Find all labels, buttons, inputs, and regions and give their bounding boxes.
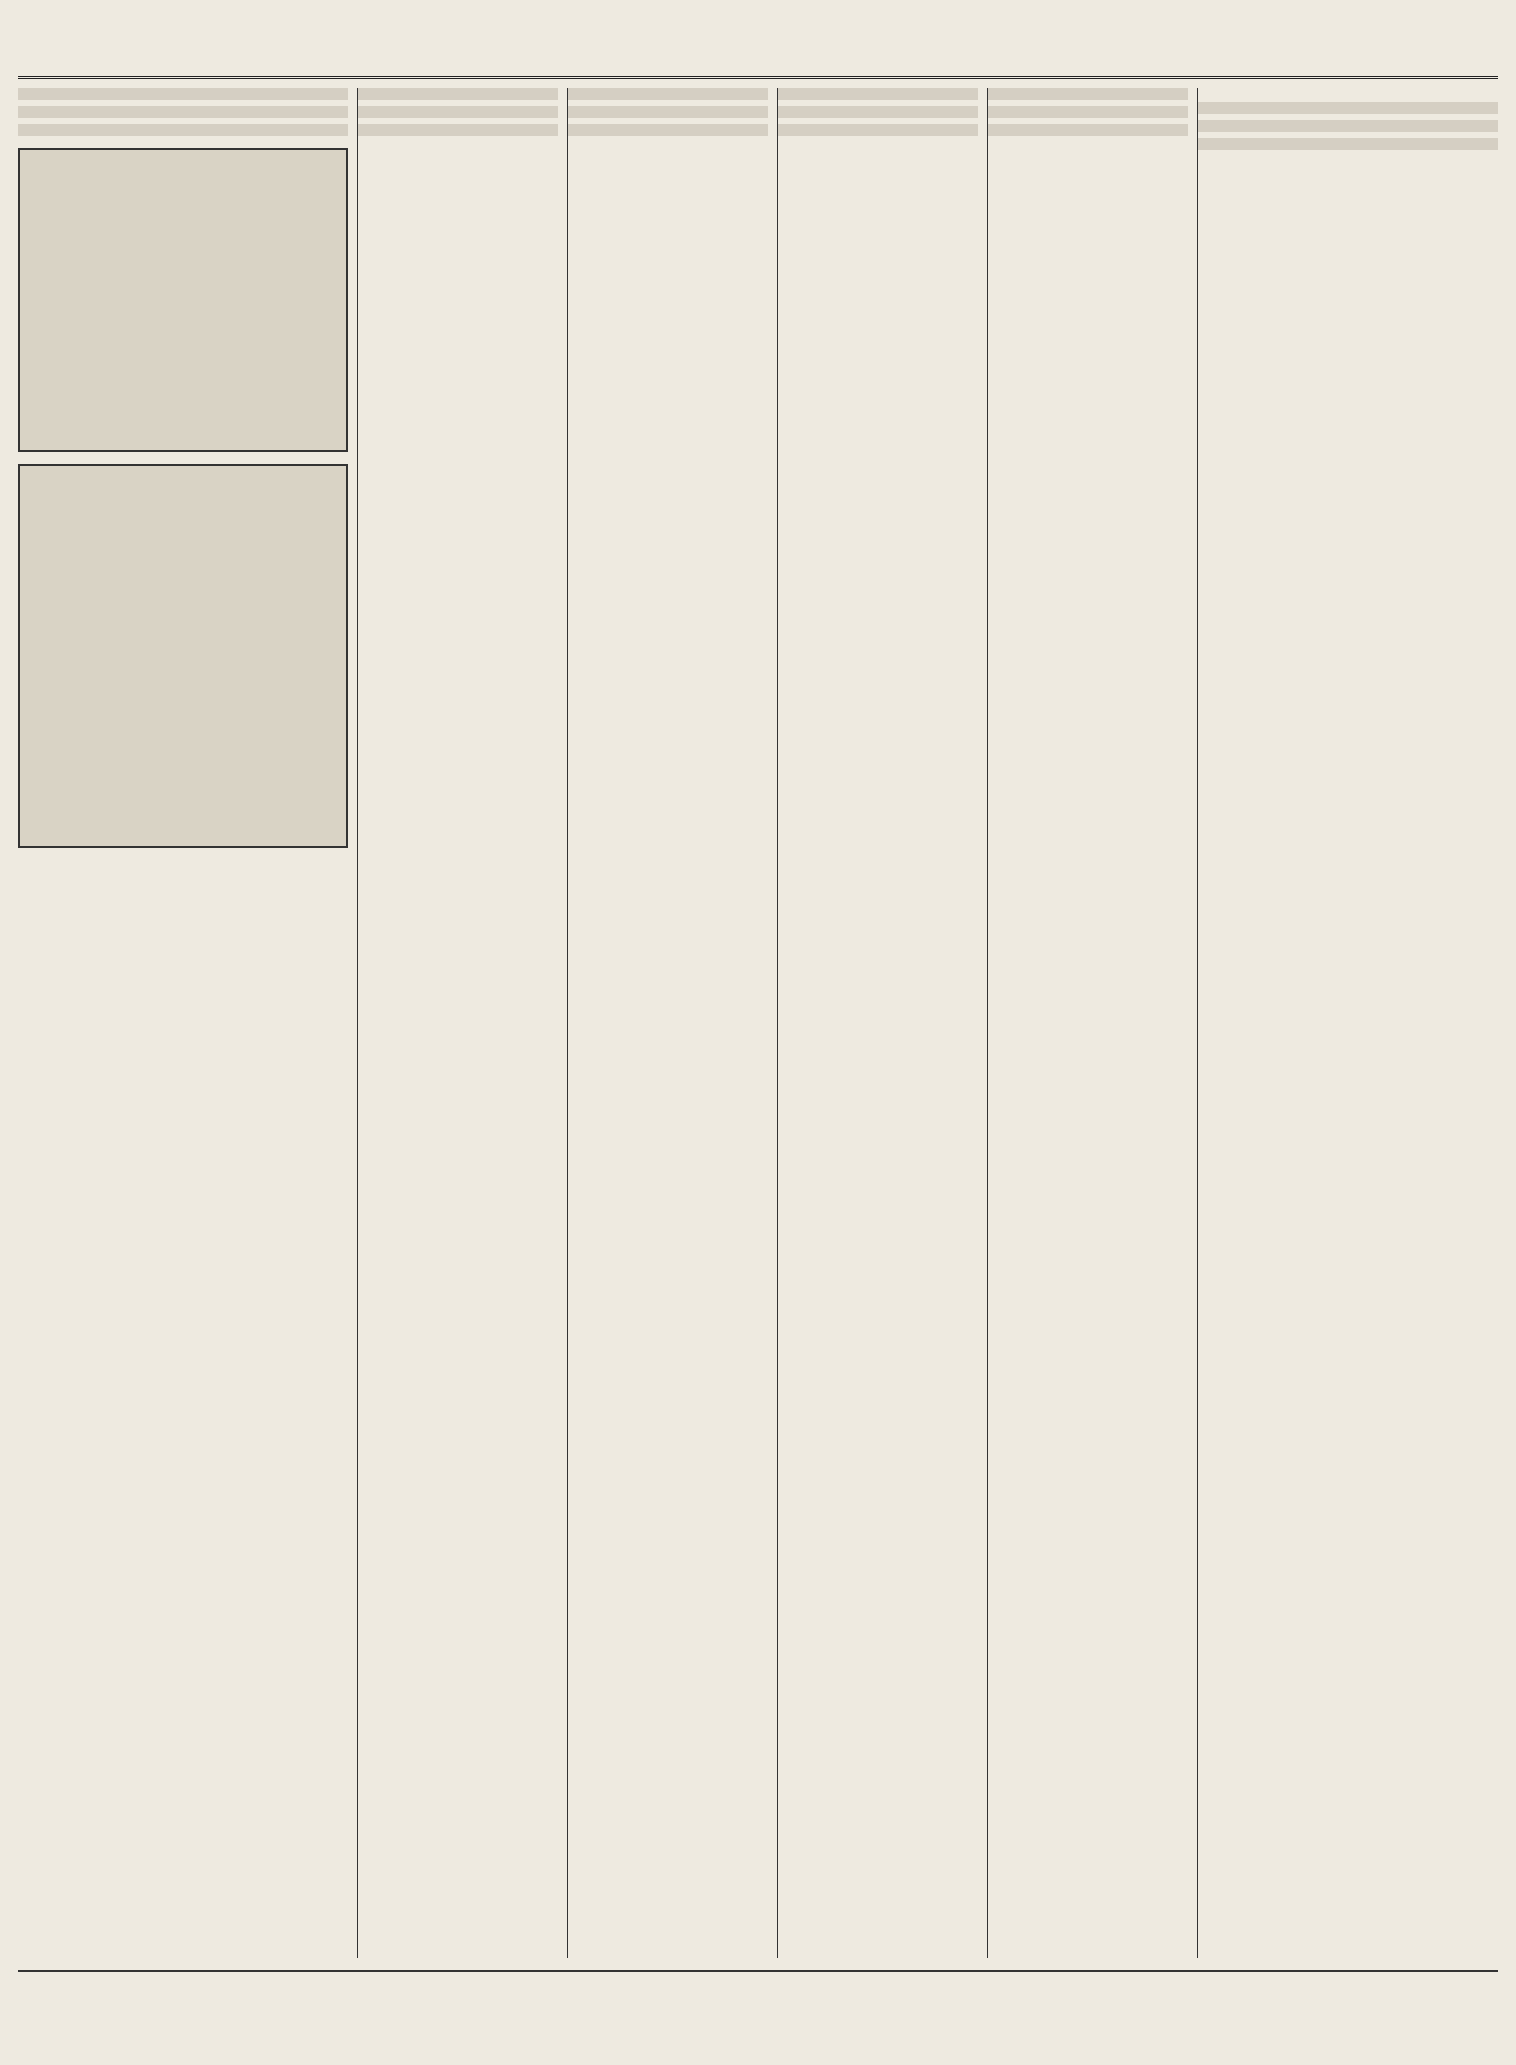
bottom-ads [18,1970,1498,2028]
newspaper-page [18,18,1498,2028]
column-4 [568,88,768,1958]
advertisement-image [18,148,348,452]
advertisement-image [18,464,348,848]
column-1 [1198,88,1498,1958]
column-2 [988,88,1188,1958]
masthead [18,36,1498,79]
column-6 [18,88,348,1958]
column-3 [778,88,978,1958]
column-5 [358,88,558,1958]
